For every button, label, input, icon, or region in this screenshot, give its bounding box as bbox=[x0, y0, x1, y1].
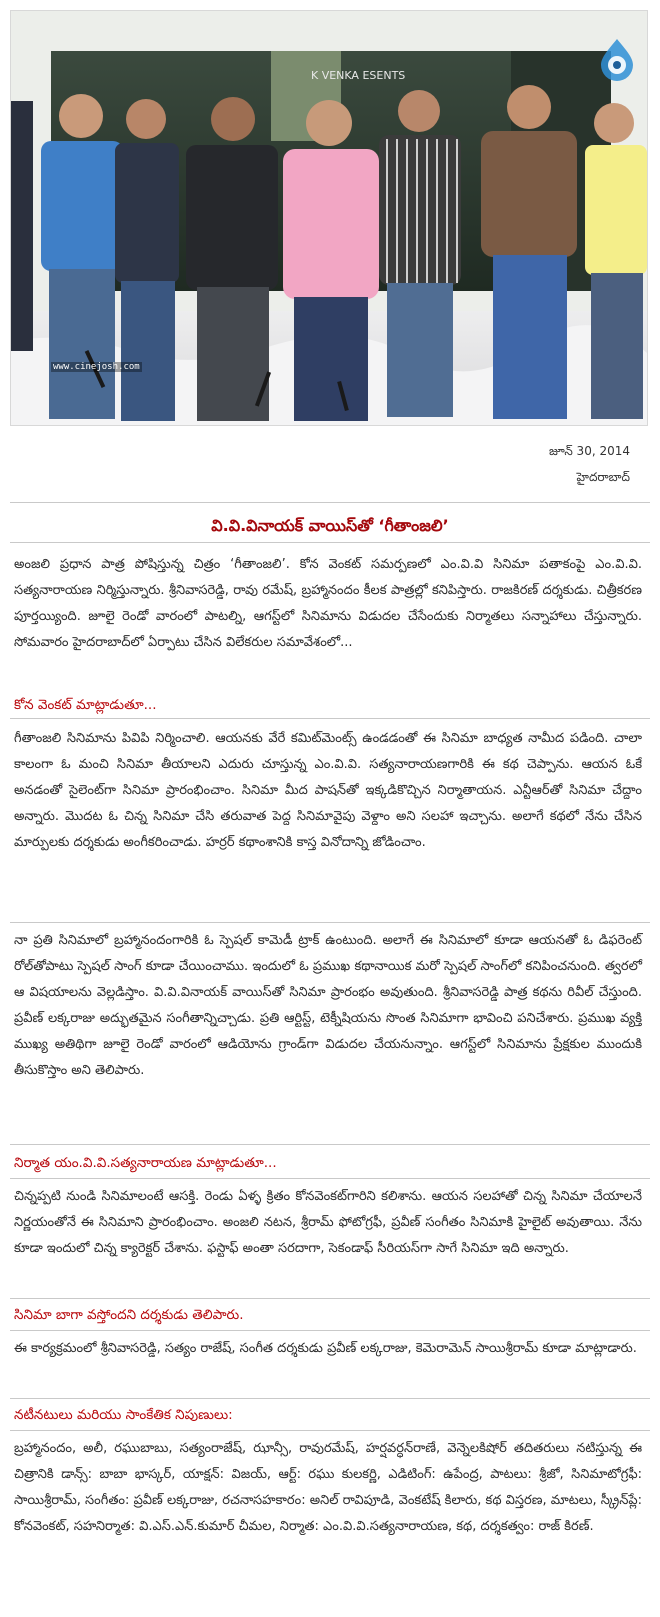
divider bbox=[10, 1298, 650, 1299]
article-date: జూన్ 30, 2014 bbox=[548, 444, 630, 458]
divider bbox=[10, 1398, 650, 1399]
divider bbox=[10, 502, 650, 503]
divider bbox=[10, 542, 650, 543]
director-heading: సినిమా బాగా వస్తోందని దర్శకుడు తెలిపారు. bbox=[14, 1307, 244, 1323]
divider bbox=[10, 1330, 650, 1331]
cinejosh-logo-icon bbox=[595, 37, 639, 81]
divider bbox=[10, 1144, 650, 1145]
article-place: హైదరాబాద్ bbox=[576, 470, 630, 484]
producer-paragraph: చిన్నప్పటి నుండి సినిమాలంటే ఆసక్తి. రెండు ఏళ్ళ క్రితం కోనవెంకట్‌గారిని కలిశాను. ఆయన సలహాతో చిన్న సినిమా చేయాలనే నిర్ణయంతోనే ఈ సినిమాని ప్రారంభించాం. అంజలి నటన, శ్రీరామ్ ఫోటోగ్రఫీ, ప్రవీణ్ సంగీతం సినిమాకి హైలైట్ అవుతాయి. నేను కూడా ఇందులో చిన్న క్యారెక్టర్ చేశాను. ఫస్టాఫ్ అంతా సరదాగా, సెకండాఫ్ సీరియస్‌గా సాగే సినిమా ఇది అన్నారు. bbox=[14, 1189, 642, 1256]
photo-watermark: www.cinejosh.com bbox=[53, 362, 140, 372]
article-headline: వి.వి.వినాయక్ వాయిస్‌తో ‘గీతాంజలి’ bbox=[211, 516, 449, 535]
divider bbox=[10, 718, 650, 719]
kona-heading: కోన వెంకట్ మాట్లాడుతూ... bbox=[14, 697, 157, 713]
kona-paragraph-1: గీతాంజలి సినిమాను పివిపి నిర్మించాలి. ఆయనకు వేరే కమిట్‌మెంట్స్ ఉండడంతో ఈ సినిమా బాధ్యత నామీద పడింది. చాలా కాలంగా ఓ మంచి సినిమా తీయాలని ఎదురు చూస్తున్న ఎం.వి.వి. సత్యనారాయణగారికి ఈ కథ చెప్పాను. ఆయన ఓకే అనడంతో సైలెంట్‌గా సినిమా ప్రారంభించాం. సినిమా మీద పాషన్‌తో ఇక్కడికొచ్చిన నిర్మాతాయన. ఎన్టీఆర్‌తో సినిమా చేద్దాం అన్నారు. మొదట ఓ చిన్న సినిమా చేసి తరువాత పెద్ద సినిమావైపు వెళ్దాం అని సలహా ఇచ్చాను. అలాగే కథలో నేను చేసిన మార్పులకు దర్శకుడు అంగీకరించాడు. హర్రర్ కథాంశానికి కాస్త వినోదాన్ని జోడించాం. bbox=[14, 731, 642, 850]
cast-heading: నటీనటులు మరియు సాంకేతిక నిపుణులు: bbox=[14, 1407, 233, 1423]
divider bbox=[10, 1178, 650, 1179]
event-paragraph: ఈ కార్యక్రమంలో శ్రీనివాసరెడ్డి, సత్యం రాజేష్, సంగీత దర్శకుడు ప్రవీణ్ లక్కరాజు, కెమెరామెన్ సాయిశ్రీరామ్ కూడా మాట్లాడారు. bbox=[14, 1341, 637, 1356]
divider bbox=[10, 922, 650, 923]
cast-paragraph: బ్రహ్మానందం, అలీ, రఘుబాబు, సత్యంరాజేష్, ఝాన్సీ, రావురమేష్, హర్షవర్ధన్‌రాణే, వెన్నెలకిషోర్ తదితరులు నటిస్తున్న ఈ చిత్రానికి డాన్స్: బాబా భాస్కర్, యాక్షన్: విజయ్, ఆర్ట్: రఘు కులకర్ణి, ఎడిటింగ్: ఉపేంద్ర, పాటలు: శ్రీజో, సినిమాటోగ్రఫీ: సాయిశ్రీరామ్, సంగీతం: ప్రవీణ్ లక్కరాజు, రచనాసహకారం: అనిల్ రావిపూడి, వెంకటేష్ కిలారు, కథ విస్తరణ, మాటలు, స్క్రీన్‌ప్లే: కోనవెంకట్, సహనిర్మాత: వి.ఎస్.ఎన్.కుమార్ చీమల, నిర్మాత: ఎం.వి.వి.సత్యనారాయణ, కథ, దర్శకత్వం: రాజ్ కిరణ్. bbox=[14, 1441, 642, 1534]
divider bbox=[10, 1430, 650, 1431]
press-meet-photo bbox=[10, 10, 648, 426]
backdrop-text: K VENKA ESENTS bbox=[311, 69, 406, 82]
kona-paragraph-2: నా ప్రతి సినిమాలో బ్రహ్మానందంగారికి ఓ స్పెషల్ కామెడీ ట్రాక్ ఉంటుంది. అలాగే ఈ సినిమాలో కూడా ఆయనతో ఓ డిఫరెంట్ రోల్‌తోపాటు స్పెషల్ సాంగ్ కూడా చేయించాము. ఇందులో ఓ ప్రముఖ కథానాయిక మరో స్పెషల్ సాంగ్‌లో కనిపించనుంది. త్వరలో ఆ విషయాలను వెల్లడిస్తాం. వి.వి.వినాయక్ వాయిస్‌తో సినిమా ప్రారంభం అవుతుంది. శ్రీనివాసరెడ్డి పాత్ర కథను రివీల్ చేస్తుంది. ప్రవీణ్ లక్కరాజు అద్భుతమైన సంగీతాన్నిచ్చాడు. ప్రతి ఆర్టిస్ట్, టెక్నీషియను సొంత సినిమాగా భావించి పనిచేశారు. ప్రముఖ వ్యక్తి ముఖ్య అతిథిగా జూలై రెండో వారంలో ఆడియోను గ్రాండ్‌గా విడుదల చేయనున్నాం. ఆగస్ట్‌లో సినిమాను ప్రేక్షకుల ముందుకి తీసుకొస్తాం అని తెలిపారు. bbox=[14, 933, 642, 1078]
intro-paragraph: అంజలి ప్రధాన పాత్ర పోషిస్తున్న చిత్రం ‘గీతాంజలి’. కోన వెంకట్ సమర్పణలో ఎం.వి.వి సినిమా పతాకంపై ఎం.వి.వి. సత్యనారాయణ నిర్మిస్తున్నారు. శ్రీనివాసరెడ్డి, రావు రమేష్, బ్రహ్మానందం కీలక పాత్రల్లో కనిపిస్తారు. రాజకిరణ్ దర్శకుడు. చిత్రీకరణ పూర్తయ్యింది. జూలై రెండో వారంలో పాటల్ని, ఆగస్ట్‌లో సినిమాను విడుదల చేసేందుకు నిర్మాతలు సన్నాహాలు చేస్తున్నారు. సోమవారం హైదరాబాద్‌లో ఏర్పాటు చేసిన విలేకరుల సమావేశంలో... bbox=[14, 557, 642, 650]
dateline bbox=[549, 438, 630, 490]
producer-heading: నిర్మాత యం.వి.వి.సత్యనారాయణ మాట్లాడుతూ... bbox=[14, 1155, 277, 1171]
